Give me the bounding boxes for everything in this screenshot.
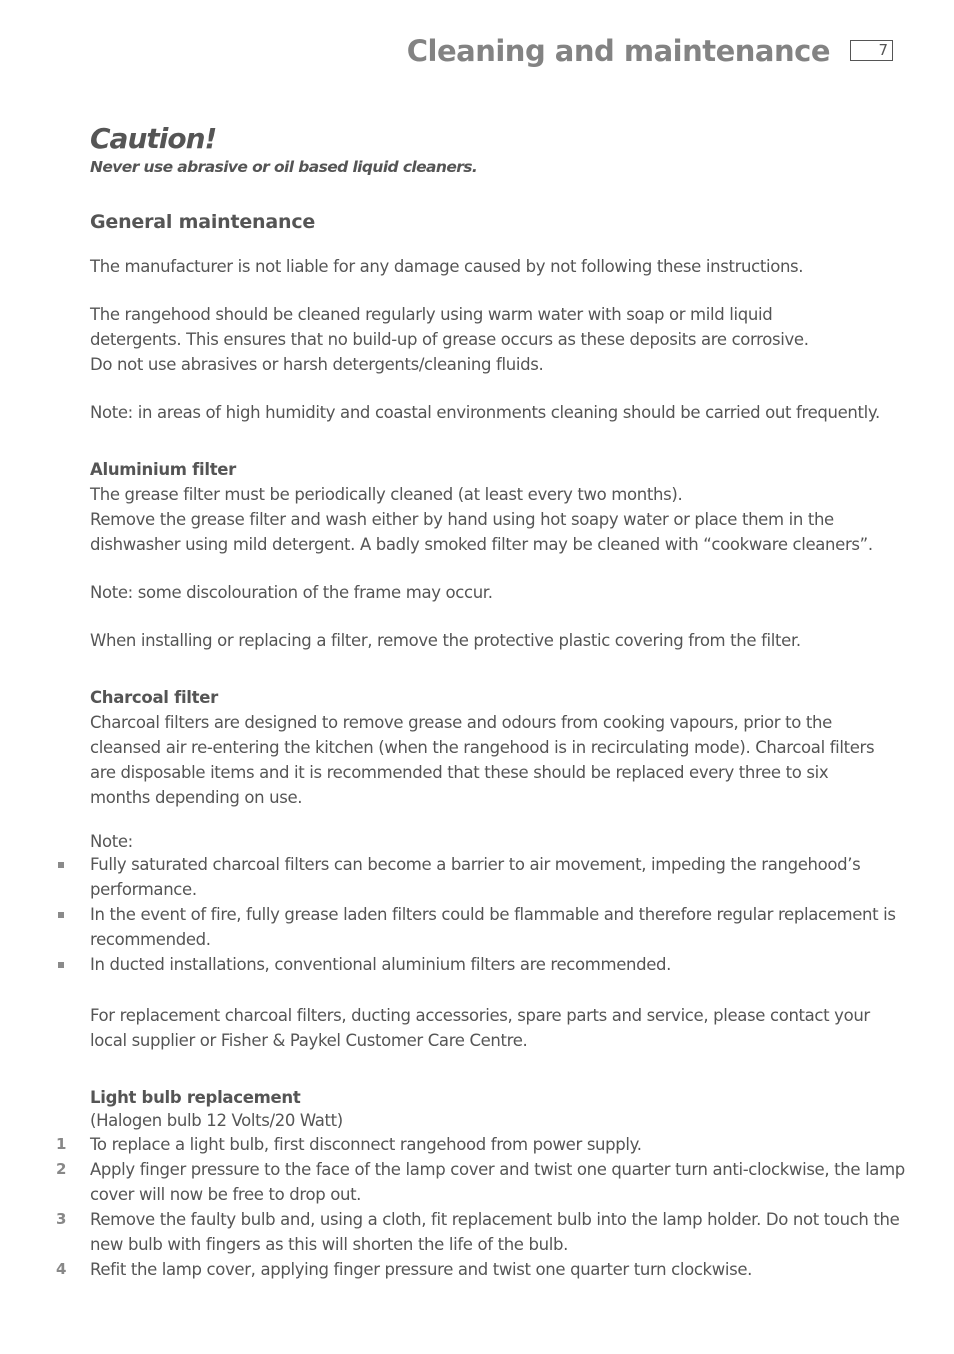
cleaning-line-3: Do not use abrasives or harsh detergents/cleaning fluids. [90,355,544,374]
bullet-square-icon [58,912,64,918]
caution-heading: Caution! [90,122,217,155]
list-item: In ducted installations, conventional aluminium filters are recommended. [90,952,910,977]
bullet-square-icon [58,862,64,868]
page-number: 7 [850,40,893,61]
charcoal-note-label: Note: [90,832,133,851]
bullet-square-icon [58,962,64,968]
page-content [56,120,910,1282]
light-bulb-subheading: (Halogen bulb 12 Volts/20 Watt) [90,1111,343,1130]
liability-paragraph: The manufacturer is not liable for any damage caused by not following these instructions. [90,257,804,276]
discolouration-note: Note: some discolouration of the frame may occur. [90,583,493,602]
list-item: 2 Apply finger pressure to the face of the lamp cover and twist one quarter turn anti-clockwise, the lamp cover will now be free to drop out. [90,1157,910,1207]
step-number: 4 [56,1260,67,1278]
step-number: 2 [56,1160,67,1178]
aluminium-filter-heading: Aluminium filter [90,460,237,479]
bulb-steps-list [56,1132,910,1282]
step-number: 1 [56,1135,67,1153]
charcoal-paragraph: Charcoal filters are designed to remove grease and odours from cooking vapours, prior to the cleansed air re-entering the kitchen (when the rangehood is in recirculating mode). Charcoal filters are disposable items and it is recommended that these should be replaced every three to six months depending on use. [90,713,875,807]
aluminium-line-1: The grease filter must be periodically cleaned (at least every two months). [90,485,683,504]
list-item: Fully saturated charcoal filters can become a barrier to air movement, impeding the rangehood’s performance. [90,852,910,902]
install-instruction: When installing or replacing a filter, remove the protective plastic covering from the filter. [90,631,801,650]
step-number: 3 [56,1210,67,1228]
list-item: 1 To replace a light bulb, first disconnect rangehood from power supply. [90,1132,910,1157]
caution-text: Never use abrasive or oil based liquid cleaners. [90,158,478,176]
humidity-note: Note: in areas of high humidity and coastal environments cleaning should be carried out frequently. [90,403,880,422]
general-maintenance-heading: General maintenance [90,211,316,233]
contact-paragraph: For replacement charcoal filters, ducting accessories, spare parts and service, please contact your local supplier or Fisher & Paykel Customer Care Centre. [90,1006,870,1050]
light-bulb-heading: Light bulb replacement [90,1088,301,1107]
cleaning-line-2: detergents. This ensures that no build-up of grease occurs as these deposits are corrosive. [90,330,809,349]
charcoal-notes-list [90,852,910,977]
list-item: 3 Remove the faulty bulb and, using a cloth, fit replacement bulb into the lamp holder. Do not touch the new bulb with fingers as this will shorten the life of the bulb. [90,1207,910,1257]
page-title: Cleaning and maintenance [406,34,830,68]
list-item: In the event of fire, fully grease laden filters could be flammable and therefore regular replacement is recommended. [90,902,910,952]
aluminium-line-2: Remove the grease filter and wash either by hand using hot soapy water or place them in the dishwasher using mild detergent. A badly smoked filter may be cleaned with “cookware cleaners”. [90,510,873,554]
charcoal-filter-heading: Charcoal filter [90,688,218,707]
cleaning-line-1: The rangehood should be cleaned regularly using warm water with soap or mild liquid [90,305,773,324]
list-item: 4 Refit the lamp cover, applying finger pressure and twist one quarter turn clockwise. [90,1257,910,1282]
